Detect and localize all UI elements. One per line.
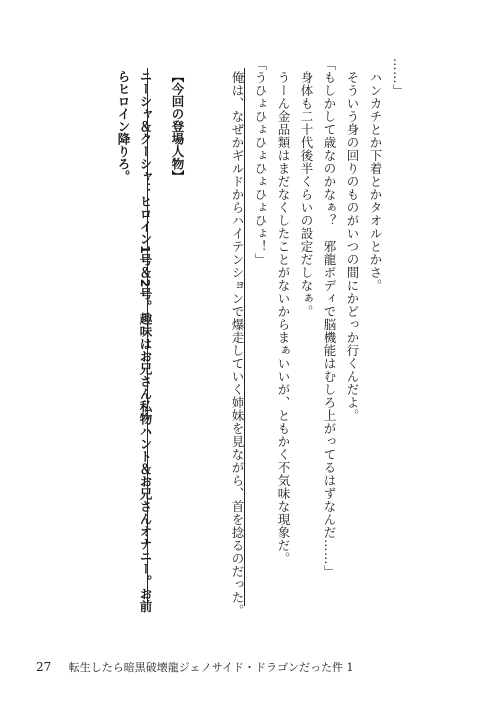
running-title: 転生したら暗黒破壊龍ジェノサイド・ドラゴンだった件 1 [68, 661, 354, 674]
character-notes-heading: 【今回の登場人物】 [170, 70, 185, 183]
section-divider-left [147, 68, 148, 606]
narrative-line: ハンカチとか下着とかタオルとかさ。 [368, 70, 383, 292]
narrative-text [226, 58, 410, 618]
section-divider-right [244, 68, 245, 606]
spacer [156, 70, 166, 610]
narrative-line: そういう身の回りのものがいつの間にかどっか行くんだよ。 [345, 70, 360, 422]
character-entry-line: ニーシャ＆クーシャ：ヒロイン1号＆2号。趣味はお兄さん私物ハント＆お兄さんオナニー。お前 [138, 70, 153, 613]
narrative-line: ……」 [391, 58, 406, 97]
narrative-line: 俺は、なぜかギルドからハイテンションで爆走していく姉妹を見ながら、首を捻るのだった。 [230, 70, 245, 617]
narrative-line: 身体も二十代後半くらいの設定だしなぁ。 [299, 70, 314, 318]
character-notes [112, 70, 188, 613]
narrative-line: 「もしかして歳なのかなぁ？ 邪龍ボディで脳機能はむしろ上がってるはずなんだ……」 [322, 58, 337, 578]
page-footer [36, 659, 354, 675]
page-number: 27 [36, 660, 52, 674]
character-entry-line: らヒロイン降りろ。 [116, 70, 131, 183]
narrative-line: 「うひょひょひょひょひょひょ！」 [253, 58, 268, 266]
narrative-line: うーん金品類はまだなくしたことがないからまぁいいが、ともかく不気味な現象だ。 [276, 70, 291, 565]
